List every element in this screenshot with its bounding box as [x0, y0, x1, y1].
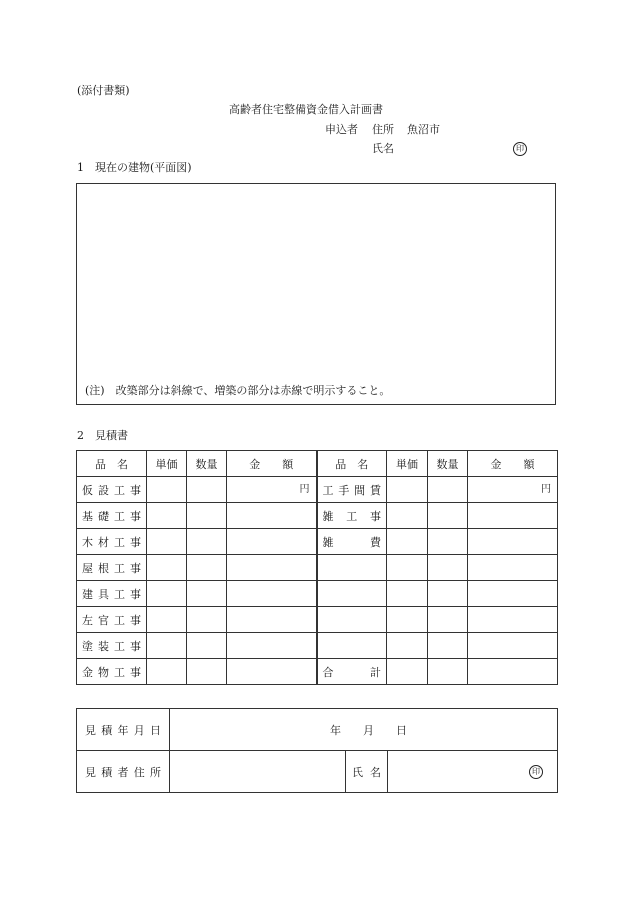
quantity-cell	[187, 477, 227, 503]
applicant-name-label: 氏名	[372, 142, 394, 155]
estimate-header-row	[77, 451, 558, 477]
unit-price-cell	[387, 581, 428, 607]
quantity-cell	[428, 503, 468, 529]
amount-cell	[227, 607, 317, 633]
table-row	[77, 477, 558, 503]
header-item-name: 品 名	[317, 451, 387, 477]
left-item-name: 左官工事	[77, 607, 147, 633]
amount-cell	[468, 581, 558, 607]
section1-heading: 1 現在の建物(平面図)	[77, 161, 192, 174]
total-label: 合 計	[317, 659, 387, 685]
quantity-cell	[187, 607, 227, 633]
section2-heading: 2 見積書	[77, 429, 128, 442]
applicant-address-value: 魚沼市	[407, 123, 440, 136]
quantity-cell	[187, 659, 227, 685]
amount-cell	[468, 477, 558, 503]
yen-unit: 円	[541, 484, 551, 495]
table-row	[77, 555, 558, 581]
seal-icon: 印	[529, 765, 543, 779]
left-item-name: 金物工事	[77, 659, 147, 685]
quantity-cell	[428, 581, 468, 607]
quantity-cell	[187, 633, 227, 659]
estimate-date-row	[77, 709, 558, 751]
right-item-name	[317, 633, 387, 659]
seal-icon: 印	[513, 142, 527, 156]
quantity-cell	[428, 477, 468, 503]
quantity-cell	[187, 581, 227, 607]
unit-price-cell	[147, 607, 187, 633]
document-title: 高齢者住宅整備資金借入計画書	[229, 103, 383, 116]
right-item-name: 雑 工 事	[317, 503, 387, 529]
estimator-name-value	[388, 751, 558, 793]
right-item-name	[317, 581, 387, 607]
quantity-cell	[428, 529, 468, 555]
unit-price-cell	[387, 555, 428, 581]
unit-price-cell	[147, 529, 187, 555]
amount-cell	[227, 555, 317, 581]
estimator-address-value	[170, 751, 346, 793]
quantity-cell	[428, 555, 468, 581]
table-row	[77, 503, 558, 529]
estimator-name-label: 氏名	[346, 751, 388, 793]
table-row	[77, 581, 558, 607]
table-row	[77, 633, 558, 659]
header-unit-price: 単価	[387, 451, 428, 477]
floor-plan-note: (注) 改築部分は斜線で、増築の部分は赤線で明示すること。	[85, 384, 391, 397]
right-item-name: 工手間賃	[317, 477, 387, 503]
table-row	[77, 607, 558, 633]
quantity-cell	[187, 503, 227, 529]
quantity-cell	[428, 607, 468, 633]
left-item-name: 建具工事	[77, 581, 147, 607]
amount-cell	[227, 529, 317, 555]
header-unit-price: 単価	[147, 451, 187, 477]
unit-price-cell	[387, 477, 428, 503]
attachment-label: (添付書類)	[77, 84, 130, 97]
right-item-name	[317, 607, 387, 633]
amount-cell	[227, 477, 317, 503]
table-row	[77, 659, 558, 685]
estimate-table	[76, 450, 558, 685]
left-item-name: 仮設工事	[77, 477, 147, 503]
unit-price-cell	[147, 659, 187, 685]
header-amount: 金 額	[227, 451, 317, 477]
unit-price-cell	[387, 607, 428, 633]
unit-price-cell	[147, 555, 187, 581]
amount-cell	[227, 633, 317, 659]
floor-plan-area	[76, 183, 556, 405]
unit-price-cell	[387, 529, 428, 555]
amount-cell	[468, 659, 558, 685]
quantity-cell	[428, 633, 468, 659]
amount-cell	[468, 555, 558, 581]
quantity-cell	[428, 659, 468, 685]
quantity-cell	[187, 529, 227, 555]
unit-price-cell	[147, 503, 187, 529]
left-item-name: 基礎工事	[77, 503, 147, 529]
applicant-label: 申込者	[325, 123, 358, 136]
unit-price-cell	[387, 659, 428, 685]
unit-price-cell	[147, 633, 187, 659]
header-amount: 金 額	[468, 451, 558, 477]
estimator-row	[77, 751, 558, 793]
unit-price-cell	[147, 581, 187, 607]
estimate-date-value: 年 月 日	[170, 709, 558, 751]
right-item-name	[317, 555, 387, 581]
amount-cell	[227, 581, 317, 607]
unit-price-cell	[387, 633, 428, 659]
left-item-name: 塗装工事	[77, 633, 147, 659]
header-quantity: 数量	[187, 451, 227, 477]
yen-unit: 円	[299, 484, 310, 495]
unit-price-cell	[387, 503, 428, 529]
unit-price-cell	[147, 477, 187, 503]
estimate-info-table	[76, 708, 558, 793]
left-item-name: 木材工事	[77, 529, 147, 555]
amount-cell	[227, 659, 317, 685]
header-item-name: 品 名	[77, 451, 147, 477]
estimate-date-label: 見積年月日	[77, 709, 170, 751]
amount-cell	[468, 529, 558, 555]
header-quantity: 数量	[428, 451, 468, 477]
amount-cell	[468, 503, 558, 529]
table-row	[77, 529, 558, 555]
estimator-address-label: 見積者住所	[77, 751, 170, 793]
amount-cell	[468, 633, 558, 659]
amount-cell	[227, 503, 317, 529]
amount-cell	[468, 607, 558, 633]
right-item-name: 雑 費	[317, 529, 387, 555]
applicant-seal-mark	[513, 142, 527, 156]
applicant-address-label: 住所	[372, 123, 394, 136]
quantity-cell	[187, 555, 227, 581]
left-item-name: 屋根工事	[77, 555, 147, 581]
